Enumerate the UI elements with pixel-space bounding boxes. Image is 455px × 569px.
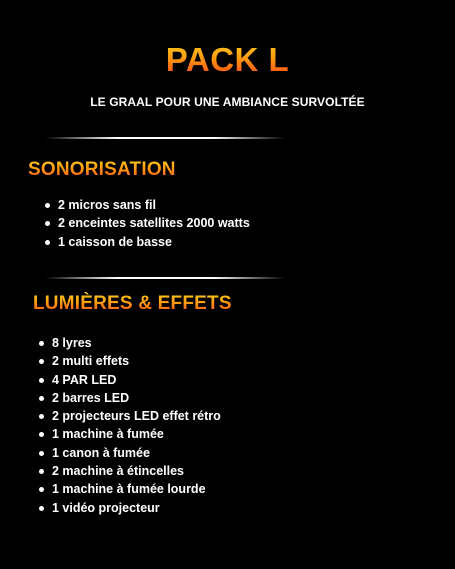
- list-item: 1 canon à fumée: [38, 444, 221, 462]
- divider: [45, 137, 285, 139]
- list-item: 1 vidéo projecteur: [38, 499, 221, 517]
- list-item: 2 enceintes satellites 2000 watts: [44, 214, 250, 232]
- list-item: 8 lyres: [38, 334, 221, 352]
- list-item: 2 barres LED: [38, 389, 221, 407]
- page-subtitle: LE GRAAL POUR UNE AMBIANCE SURVOLTÉE: [90, 95, 365, 109]
- list-lumieres-effets: [38, 334, 221, 517]
- list-item: 2 projecteurs LED effet rétro: [38, 407, 221, 425]
- section-title-sonorisation: SONORISATION: [28, 159, 176, 180]
- list-item: 2 micros sans fil: [44, 196, 250, 214]
- list-item: 2 machine à étincelles: [38, 462, 221, 480]
- list-item: 1 machine à fumée: [38, 425, 221, 443]
- list-item: 4 PAR LED: [38, 371, 221, 389]
- section-title-lumieres-effets: LUMIÈRES & EFFETS: [33, 293, 232, 314]
- list-item: 1 machine à fumée lourde: [38, 480, 221, 498]
- list-sonorisation: [44, 196, 250, 251]
- list-item: 2 multi effets: [38, 352, 221, 370]
- list-item: 1 caisson de basse: [44, 233, 250, 251]
- divider: [45, 277, 285, 279]
- page-title: PACK L: [0, 40, 455, 80]
